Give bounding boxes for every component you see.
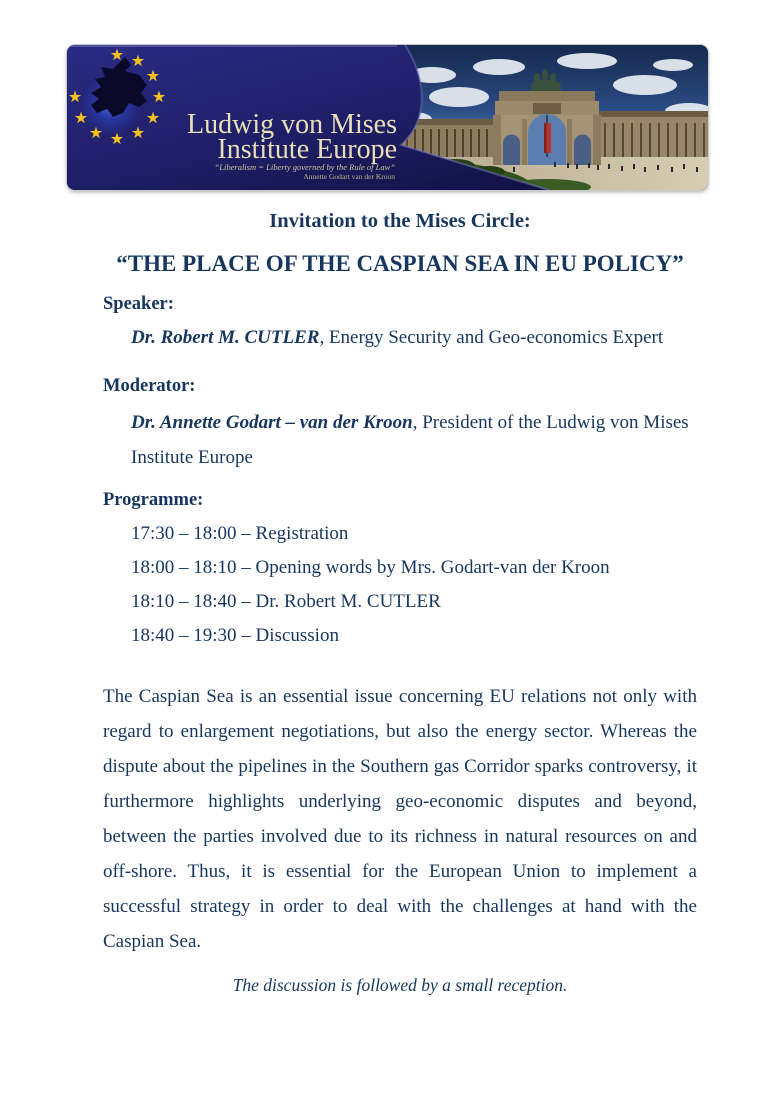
invitation-heading: Invitation to the Mises Circle: [269,210,531,232]
programme-list [103,517,697,653]
description-paragraph: The Caspian Sea is an essential issue concerning EU relations not only with regard to enlargement negotiations, but also the energy sector. Whereas the dispute about the pipelines in the Southern gas Corridor sparks controversy, it furthermore highlights underlying geo-economic disputes and beyond, between the parties involved due to its richness in natural resources on and off-shore. Thus, it is essential for the European Union to implement a successful strategy in order to deal with the challenges at hand with the Caspian Sea. [103,686,697,952]
logo-title-line1: Ludwig von Mises [187,109,397,140]
moderator-line [103,405,697,475]
programme-item-speaker-talk: 18:10 – 18:40 – Dr. Robert M. CUTLER [131,591,441,612]
logo-tagline: “Liberalism = Liberty governed by the Rule of Law” [214,162,395,172]
speaker-line [103,325,697,351]
programme-item-discussion: 18:40 – 19:30 – Discussion [131,625,339,646]
reception-note: The discussion is followed by a small reception. [232,975,568,995]
event-title: “THE PLACE OF THE CASPIAN SEA IN EU POLICY” [116,251,684,276]
programme-item-registration: 17:30 – 18:00 – Registration [131,523,349,544]
right-colonnade [597,111,708,161]
moderator-description: , President of the Ludwig von Mises Institute Europe [131,412,689,468]
moderator-name: Dr. Annette Godart – van der Kroon [131,412,413,433]
programme-item-opening-words: 18:00 – 18:10 – Opening words by Mrs. Godart-van der Kroon [131,557,610,578]
institute-banner [67,45,708,190]
invitation-content [103,190,697,997]
logo-tagline-author: Annette Godart van der Kroon [303,172,395,181]
programme-label: Programme: [103,490,204,510]
speaker-label: Speaker: [103,294,174,314]
speaker-description: , Energy Security and Geo-economics Expert [319,327,664,348]
logo-title-line2: Institute Europe [217,134,397,165]
speaker-name: Dr. Robert M. CUTLER [131,327,320,348]
moderator-label: Moderator: [103,376,196,396]
banner-graphic [67,45,708,190]
